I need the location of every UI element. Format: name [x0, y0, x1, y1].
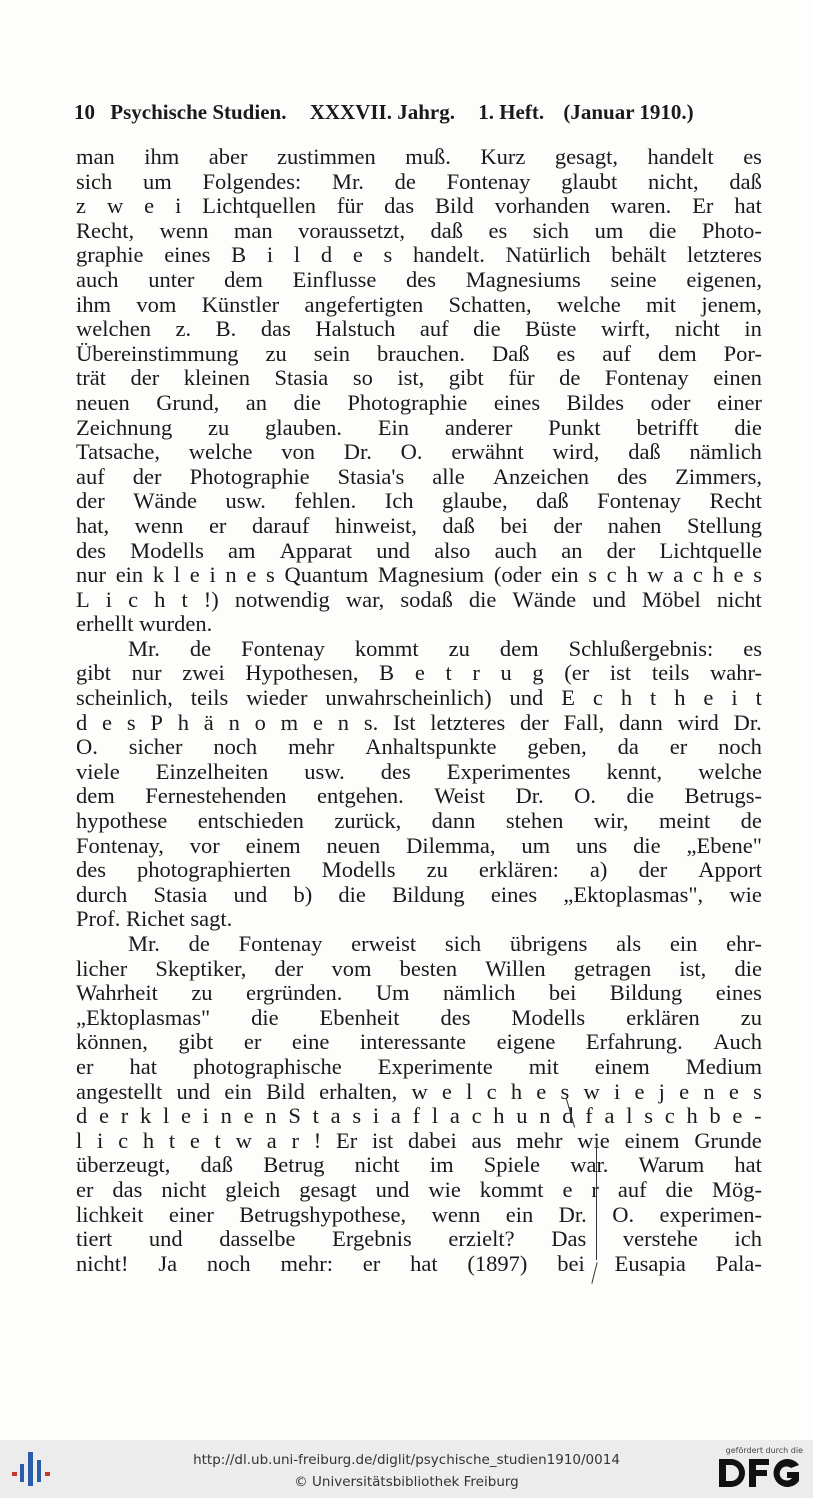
text-line: neuen Grund, an die Photographie eines Bildes oder einer [76, 389, 762, 415]
text-line: nicht! Ja noch mehr: er hat (1897) bei Eusapia Pala- [76, 1250, 762, 1276]
text-line: „Ektoplasmas" die Ebenheit des Modells erklären zu [76, 1004, 762, 1030]
issue-date: (Januar 1910.) [563, 100, 694, 124]
text-line: d e s P h ä n o m e n s. Ist letzteres der Fall, dann wird Dr. [76, 709, 762, 735]
text-line: er das nicht gleich gesagt und wie kommt e r auf die Mög- [76, 1176, 762, 1202]
text-line: hat, wenn er darauf hinweist, daß bei der nahen Stellung [76, 512, 762, 538]
text-line: nur ein k l e i n e s Quantum Magnesium (oder ein s c h w a c h e s [76, 562, 762, 588]
text-line: Fontenay, vor einem neuen Dilemma, um uns die „Ebene" [76, 832, 762, 858]
text-line: auf der Photographie Stasia's alle Anzeichen des Zimmers, [76, 463, 762, 489]
text-line: des photographierten Modells zu erklären: a) der Apport [76, 857, 762, 883]
text-line: ihm vom Künstler angefertigten Schatten, welche mit jenem, [76, 291, 762, 317]
text-line: Mr. de Fontenay erweist sich übrigens als ein ehr- [128, 931, 762, 956]
text-line: durch Stasia und b) die Bildung eines „Ektoplasmas", wie [76, 881, 762, 907]
pencil-mark [596, 1140, 597, 1260]
running-header [74, 100, 764, 125]
text-line: L i c h t !) notwendig war, sodaß die Wände und Möbel nicht [76, 586, 762, 612]
text-line: licher Skeptiker, der vom besten Willen getragen ist, die [76, 955, 762, 981]
text-line: angestellt und ein Bild erhalten, w e l c h e s w i e j e n e s [76, 1078, 762, 1104]
text-line: Prof. Richet sagt. [76, 906, 233, 932]
text-line: dem Fernestehenden entgehen. Weist Dr. O. die Betrugs- [76, 783, 762, 809]
page-url-link[interactable]: http://dl.ub.uni-freiburg.de/diglit/psychische_studien1910/0014 [193, 1452, 620, 1468]
text-line: Recht, wenn man voraussetzt, daß es sich um die Photo- [76, 217, 762, 243]
journal-title: Psychische Studien. [110, 100, 287, 124]
text-line: Wahrheit zu ergründen. Um nämlich bei Bildung eines [76, 980, 762, 1006]
copyright-notice: © Universitätsbibliothek Freiburg [294, 1474, 519, 1490]
text-line: Übereinstimmung zu sein brauchen. Daß es auf dem Por- [76, 340, 762, 366]
page-number: 10 [74, 100, 95, 124]
text-line: O. sicher noch mehr Anhaltspunkte geben, da er noch [76, 734, 762, 760]
body-text [76, 145, 762, 1276]
text-line: z w e i Lichtquellen für das Bild vorhanden waren. Er hat [76, 193, 762, 219]
dfg-logo [715, 1455, 803, 1491]
text-line: l i c h t e t w a r ! Er ist dabei aus mehr wie einem Grunde [76, 1127, 762, 1153]
text-line: hypothese entschieden zurück, dann stehen wir, meint de [76, 808, 762, 834]
text-line: erhellt wurden. [76, 611, 213, 637]
text-line: scheinlich, teils wieder unwahrscheinlich) und E c h t h e i t [76, 685, 762, 711]
text-line: er hat photographische Experimente mit einem Medium [76, 1053, 762, 1079]
text-line: lichkeit einer Betrugshypothese, wenn ein Dr. O. experimen- [76, 1201, 762, 1227]
text-line: auch unter dem Einflusse des Magnesiums seine eigenen, [76, 266, 762, 292]
text-line: der Wände usw. fehlen. Ich glaube, daß Fontenay Recht [76, 488, 762, 514]
text-line: viele Einzelheiten usw. des Experimentes kennt, welche [76, 758, 762, 784]
funding-label: gefördert durch die [725, 1446, 803, 1455]
text-line: graphie eines B i l d e s handelt. Natürlich behält letzteres [76, 242, 762, 268]
text-line: des Modells am Apparat und also auch an der Lichtquelle [76, 537, 762, 563]
text-line: welchen z. B. das Halstuch auf die Büste wirft, nicht in [76, 316, 762, 342]
volume-label: XXXVII. Jahrg. [309, 100, 455, 124]
text-line: Tatsache, welche von Dr. O. erwähnt wird, daß nämlich [76, 439, 762, 465]
text-line: können, gibt er eine interessante eigene Erfahrung. Auch [76, 1029, 762, 1055]
text-line: tiert und dasselbe Ergebnis erzielt? Das verstehe ich [76, 1226, 762, 1252]
text-line: Zeichnung zu glauben. Ein anderer Punkt betrifft die [76, 414, 762, 440]
text-line: man ihm aber zustimmen muß. Kurz gesagt, handelt es [76, 144, 762, 169]
text-line: Mr. de Fontenay kommt zu dem Schlußergebnis: es [128, 635, 762, 661]
text-line: überzeugt, daß Betrug nicht im Spiele war. Warum hat [76, 1152, 762, 1178]
viewer-footer [0, 1440, 813, 1498]
text-line: gibt nur zwei Hypothesen, B e t r u g (er ist teils wahr- [76, 660, 762, 686]
text-line: d e r k l e i n e n S t a s i a f l a c h u n d f a l s c h b e - [76, 1103, 762, 1129]
text-line: trät der kleinen Stasia so ist, gibt für de Fontenay einen [76, 365, 762, 391]
text-line: sich um Folgendes: Mr. de Fontenay glaubt nicht, daß [76, 168, 762, 194]
issue-label: 1. Heft. [478, 100, 545, 124]
